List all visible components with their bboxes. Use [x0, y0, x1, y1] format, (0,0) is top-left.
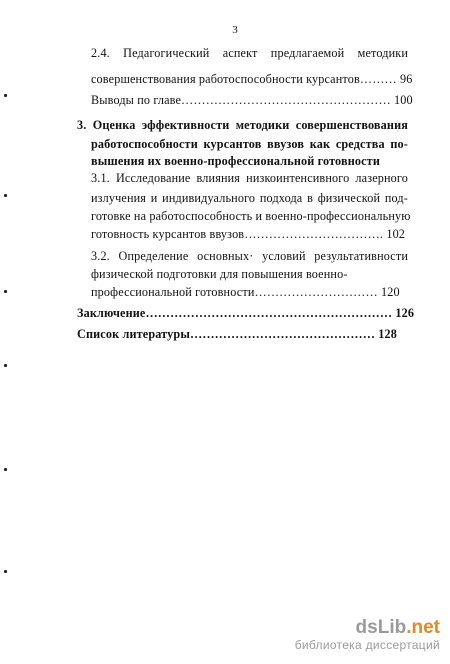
- toc-line-3-1-b: излучения и индивидуального подхода в физической под-: [91, 191, 408, 205]
- margin-dot: [4, 94, 7, 97]
- toc-line-3-2-b: физической подготовки для повышения военно-: [91, 267, 348, 281]
- margin-dot: [4, 290, 7, 293]
- watermark-logo: dsLib.net: [355, 617, 440, 638]
- toc-line-2-4-a: 2.4. Педагогический аспект предлагаемой методики: [91, 46, 408, 60]
- toc-line-ch3-b: работоспособности курсантов ввузов как средства по-: [91, 137, 408, 151]
- margin-dot: [4, 194, 7, 197]
- toc-line-2-4-b: совершенствования работоспособности курсантов……… 96: [91, 72, 413, 86]
- page-number: 3: [232, 24, 238, 36]
- toc-line-ch3-a: 3. Оценка эффективности методики совершенствования: [77, 118, 408, 132]
- watermark-subtitle: библиотека диссертаций: [294, 638, 440, 652]
- margin-dot: [4, 468, 7, 471]
- toc-line-3-1-a: 3.1. Исследование влияния низкоинтенсивного лазерного: [91, 171, 408, 185]
- toc-line-ch3-c: вышения их военно-профессиональной готовности: [91, 154, 380, 168]
- toc-line-references: Список литературы……………………………………… 128: [77, 327, 397, 341]
- margin-dot: [4, 570, 7, 573]
- toc-line-3-1-c: готовке на работоспособность и военно-профессиональную: [91, 209, 411, 223]
- margin-dot: [4, 364, 7, 367]
- watermark: [295, 618, 440, 652]
- toc-line-conclusions: Выводы по главе…………………………………………… 100: [91, 93, 413, 107]
- toc-line-3-2-a: 3.2. Определение основных· условий результативности: [91, 249, 408, 263]
- toc-line-3-1-d: готовность курсантов ввузов……………………………. 102: [91, 227, 406, 241]
- toc-line-3-2-c: профессиональной готовности………………………… 120: [91, 285, 400, 299]
- toc-line-conclusion: Заключение…………………………………………………… 126: [77, 306, 415, 320]
